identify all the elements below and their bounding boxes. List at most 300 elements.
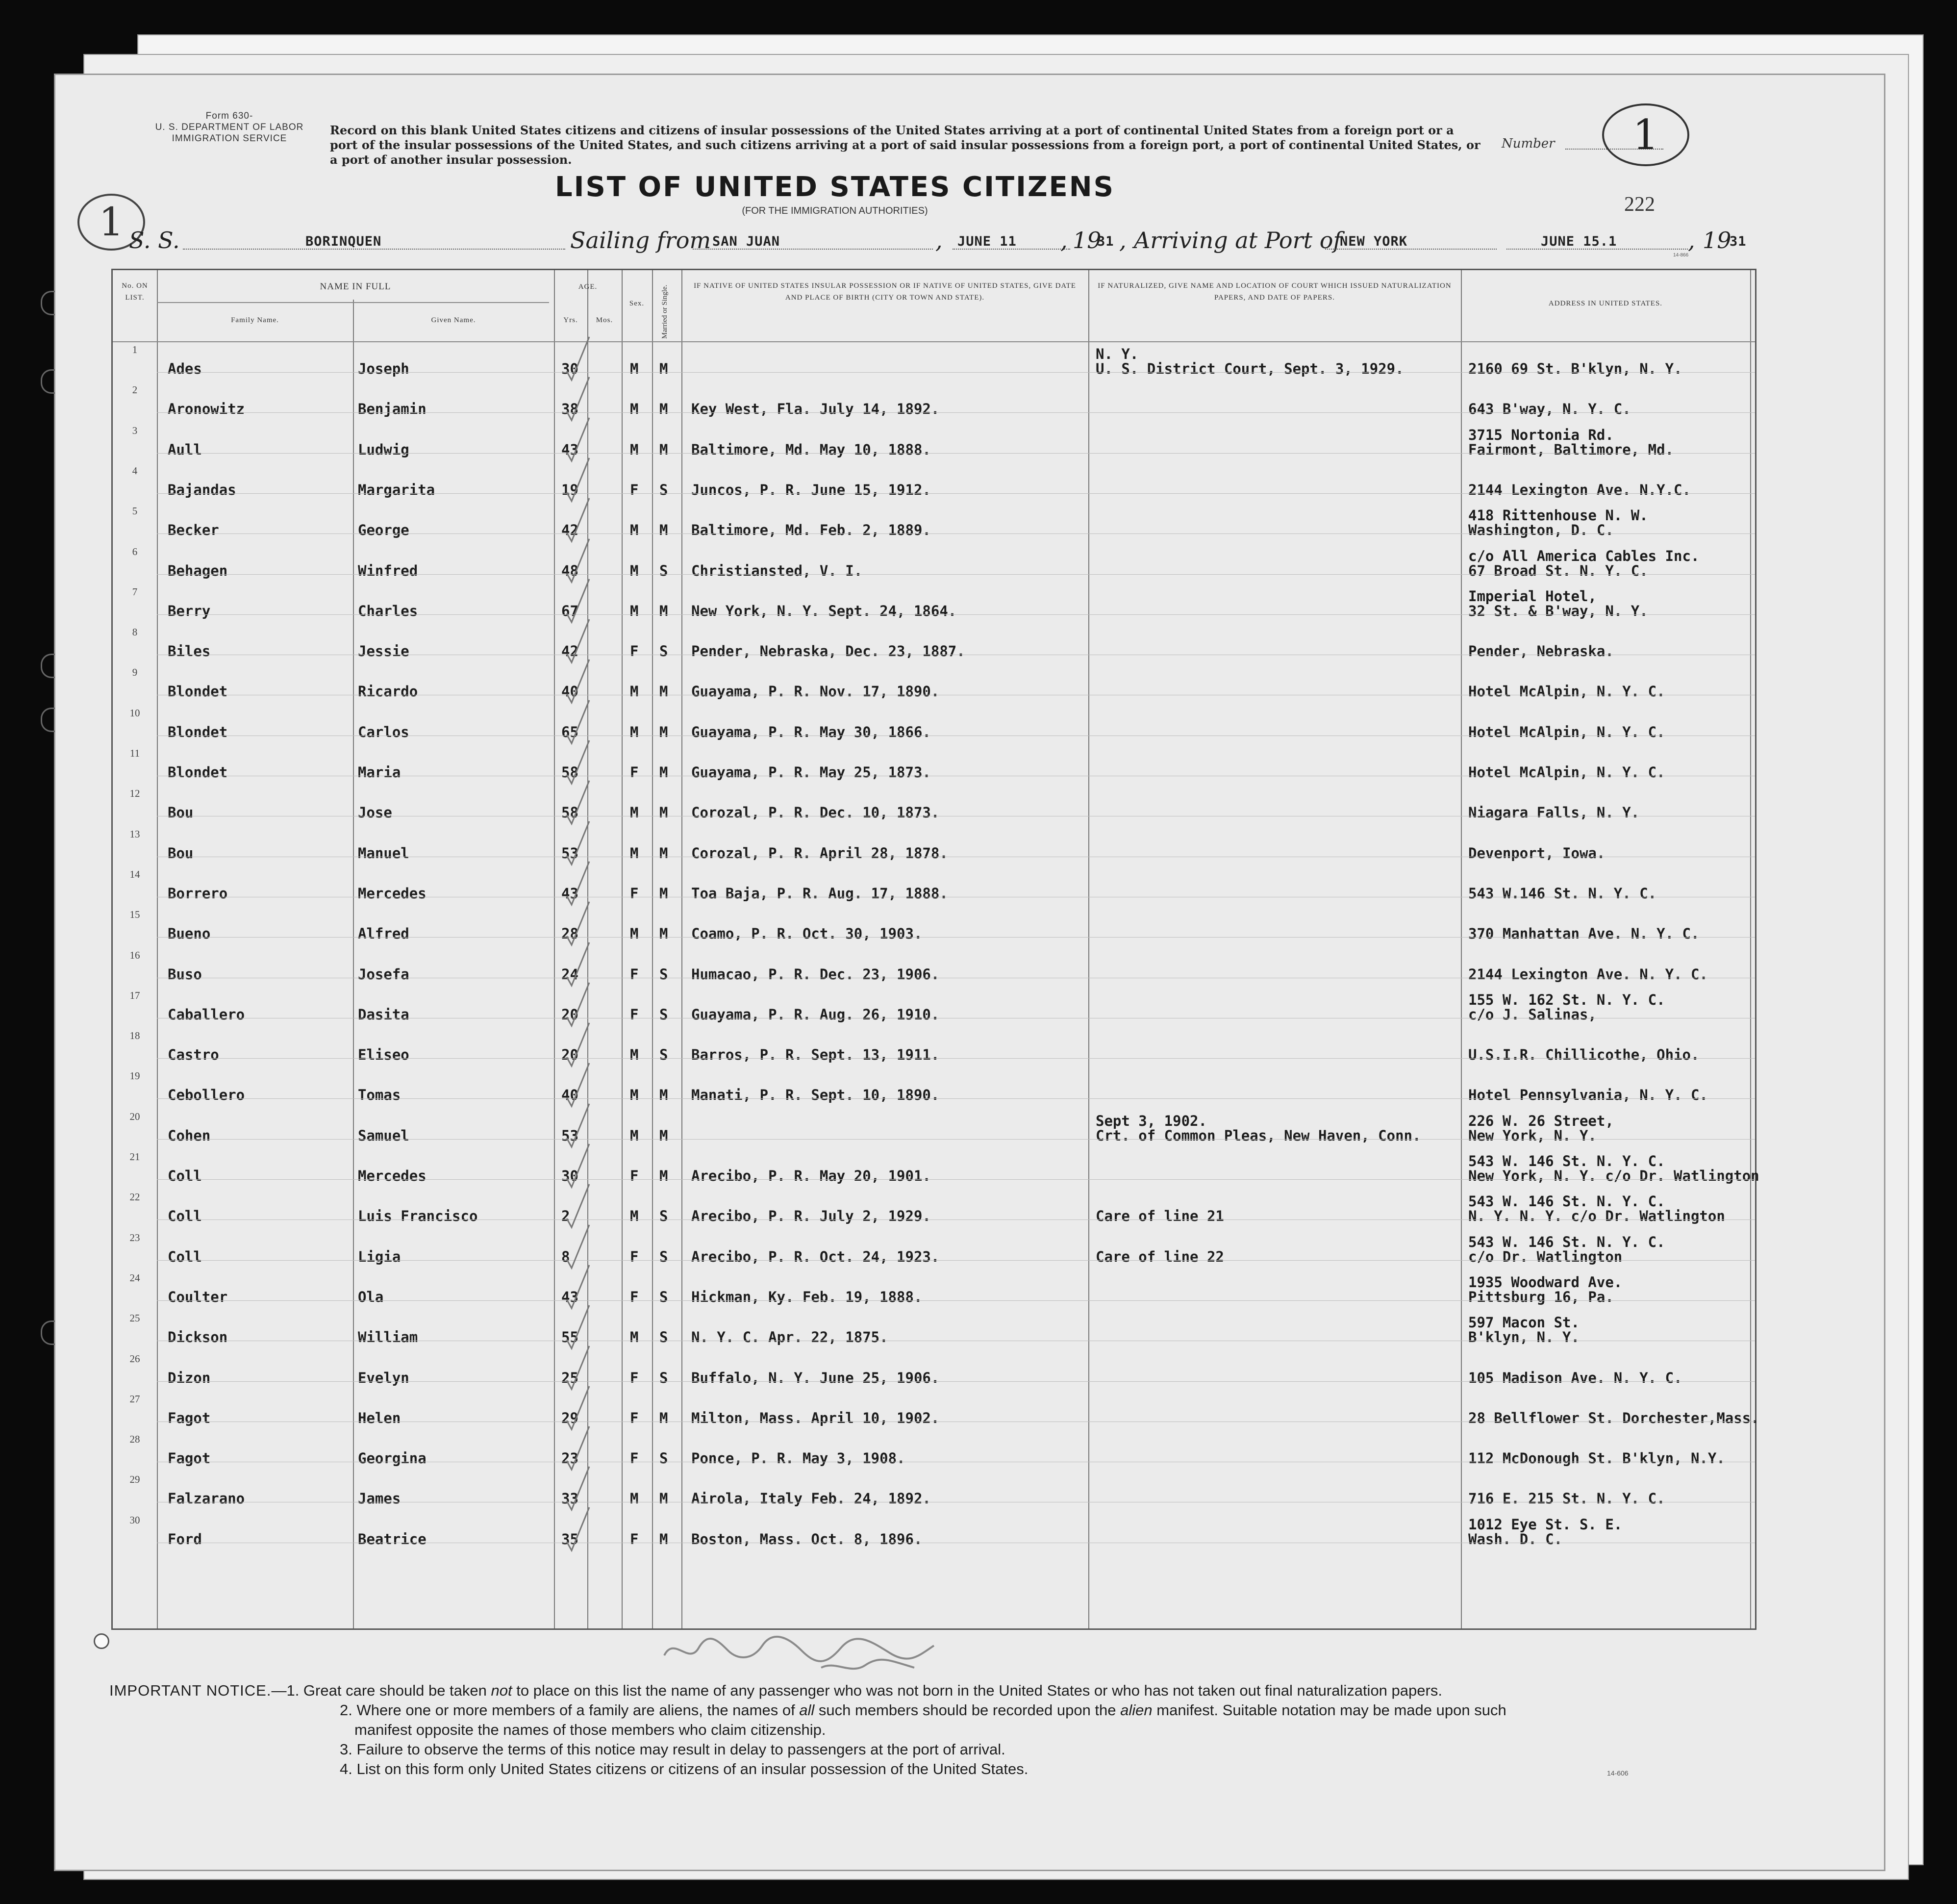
sex: M <box>630 723 639 740</box>
row-number: 10 <box>129 707 140 719</box>
age-years: 48 <box>561 562 578 579</box>
sailing-info: S. S. BORINQUEN Sailing from SAN JUAN , JUNE 11 , 19 31 , Arriving at Port of NEW YORK JUNE 15.1 , 19 31 14-866 <box>129 227 1747 258</box>
manifest-page <box>54 74 1885 1871</box>
age-years: 20 <box>561 1006 578 1023</box>
page-number: 222 <box>1624 193 1655 216</box>
marital-status: M <box>659 723 668 740</box>
form-number: Form 630- <box>205 111 253 121</box>
table-row <box>113 989 1755 1029</box>
address-line-2: New York, N. Y. c/o Dr. Watlington <box>1468 1168 1759 1184</box>
address-line-1: 418 Rittenhouse N. W. <box>1468 507 1648 524</box>
sex: M <box>630 1490 639 1507</box>
given-name: Ludwig <box>358 441 409 458</box>
address-line-2: 370 Manhattan Ave. N. Y. C. <box>1468 925 1700 942</box>
naturalization-line-1: Sept 3, 1902. <box>1096 1112 1207 1129</box>
age-years: 43 <box>561 885 578 902</box>
table-row <box>113 1432 1755 1472</box>
address-line-2: Hotel McAlpin, N. Y. C. <box>1468 764 1665 781</box>
given-name: Helen <box>358 1409 401 1426</box>
family-name: Caballero <box>168 1006 245 1023</box>
family-name: Blondet <box>168 723 228 740</box>
col-address: ADDRESS IN UNITED STATES. <box>1548 300 1663 307</box>
birth-place-date: Baltimore, Md. Feb. 2, 1889. <box>691 522 931 539</box>
family-name: Dickson <box>168 1329 228 1346</box>
sex: M <box>630 1329 639 1346</box>
sex: M <box>630 1046 639 1064</box>
naturalization-line-1: N. Y. <box>1096 346 1139 362</box>
family-name: Castro <box>168 1046 219 1064</box>
table-row <box>113 1311 1755 1351</box>
marital-status: S <box>659 1450 668 1467</box>
row-number: 5 <box>132 505 138 517</box>
sex: M <box>630 401 639 418</box>
marital-status: S <box>659 1288 668 1305</box>
marital-status: M <box>659 804 668 821</box>
age-years: 42 <box>561 522 578 539</box>
age-years: 53 <box>561 1127 578 1144</box>
row-number: 27 <box>129 1393 140 1405</box>
notice-2-em1: all <box>799 1701 815 1719</box>
address-line-2: Hotel McAlpin, N. Y. C. <box>1468 723 1665 740</box>
given-name: George <box>358 522 409 539</box>
naturalization-line-2: Care of line 21 <box>1096 1208 1224 1225</box>
address-line-2: 543 W.146 St. N. Y. C. <box>1468 885 1657 902</box>
page-title: LIST OF UNITED STATES CITIZENS <box>555 171 1115 203</box>
marital-status: M <box>659 1490 668 1507</box>
address-line-2: Washington, D. C. <box>1468 522 1614 539</box>
given-name: Alfred <box>358 925 409 942</box>
marital-status: M <box>659 1168 668 1184</box>
row-rule <box>157 372 1755 373</box>
birth-place-date: Airola, Italy Feb. 24, 1892. <box>691 1490 931 1507</box>
birth-place-date: N. Y. C. Apr. 22, 1875. <box>691 1329 888 1346</box>
address-line-2: 105 Madison Ave. N. Y. C. <box>1468 1369 1682 1386</box>
row-rule <box>157 1179 1755 1180</box>
address-line-2: 67 Broad St. N. Y. C. <box>1468 562 1648 579</box>
given-name: Dasita <box>358 1006 409 1023</box>
table-row <box>113 383 1755 423</box>
age-years: 2 <box>561 1208 570 1225</box>
table-row <box>113 424 1755 464</box>
age-years: 28 <box>561 925 578 942</box>
sex: F <box>630 1288 639 1305</box>
table-row <box>113 625 1755 665</box>
table-row <box>113 1190 1755 1230</box>
age-years: 55 <box>561 1329 578 1346</box>
row-rule <box>157 1139 1755 1140</box>
age-years: 33 <box>561 1490 578 1507</box>
given-name: Manuel <box>358 844 409 862</box>
sex: M <box>630 1127 639 1144</box>
given-name: Jose <box>358 804 392 821</box>
birth-place-date: Coamo, P. R. Oct. 30, 1903. <box>691 925 923 942</box>
notice-2-mid: such members should be recorded upon the <box>814 1701 1121 1719</box>
age-years: 35 <box>561 1530 578 1548</box>
naturalization-line-2: Care of line 22 <box>1096 1248 1224 1265</box>
marital-status: S <box>659 1208 668 1225</box>
row-number: 17 <box>129 989 140 1001</box>
age-years: 42 <box>561 643 578 660</box>
age-years: 19 <box>561 481 578 498</box>
address-line-2: Fairmont, Baltimore, Md. <box>1468 441 1674 458</box>
table-row <box>113 464 1755 504</box>
address-line-2: N. Y. N. Y. c/o Dr. Watlington <box>1468 1208 1725 1225</box>
col-age: AGE. <box>578 283 598 291</box>
sailing-from-label: Sailing from <box>570 227 711 254</box>
birth-place-date: Arecibo, P. R. May 20, 1901. <box>691 1168 931 1184</box>
family-name: Buso <box>168 965 202 983</box>
marital-status: M <box>659 1087 668 1104</box>
birth-place-date: Arecibo, P. R. Oct. 24, 1923. <box>691 1248 940 1265</box>
row-rule <box>157 574 1755 575</box>
table-row <box>113 706 1755 746</box>
row-number: 9 <box>132 666 138 679</box>
family-name: Behagen <box>168 562 228 579</box>
age-years: 23 <box>561 1450 578 1467</box>
notice-head: IMPORTANT NOTICE. <box>109 1682 272 1699</box>
birth-place-date: Hickman, Ky. Feb. 19, 1888. <box>691 1288 923 1305</box>
sex: F <box>630 764 639 781</box>
address-line-2: 2144 Lexington Ave. N.Y.C. <box>1468 481 1691 498</box>
birth-place-date: Toa Baja, P. R. Aug. 17, 1888. <box>691 885 948 902</box>
row-number: 21 <box>129 1151 140 1163</box>
row-number: 22 <box>129 1191 140 1203</box>
col-mos: Mos. <box>596 316 613 324</box>
notice-2-post: manifest. Suitable notation may be made upon such <box>1152 1701 1506 1719</box>
family-name: Fagot <box>168 1450 211 1467</box>
sex: F <box>630 481 639 498</box>
inspector-signature <box>659 1621 953 1680</box>
family-name: Bou <box>168 844 194 862</box>
sex: M <box>630 804 639 821</box>
address-line-1: 155 W. 162 St. N. Y. C. <box>1468 991 1665 1008</box>
row-rule <box>157 1300 1755 1301</box>
family-name: Bou <box>168 804 194 821</box>
given-name: Tomas <box>358 1087 401 1104</box>
marital-status: M <box>659 602 668 619</box>
address-line-2: Hotel Pennsylvania, N. Y. C. <box>1468 1087 1708 1104</box>
ship-name: BORINQUEN <box>305 234 382 249</box>
address-line-2: Pender, Nebraska. <box>1468 643 1614 660</box>
marital-status: M <box>659 1409 668 1426</box>
address-line-2: 2160 69 St. B'klyn, N. Y. <box>1468 360 1682 377</box>
given-name: Ricardo <box>358 683 418 700</box>
birth-place-date: New York, N. Y. Sept. 24, 1864. <box>691 602 957 619</box>
age-years: 38 <box>561 401 578 418</box>
birth-place-date: Corozal, P. R. April 28, 1878. <box>691 844 948 862</box>
sex: M <box>630 1087 639 1104</box>
given-name: Joseph <box>358 360 409 377</box>
family-name: Ades <box>168 360 202 377</box>
address-line-2: c/o J. Salinas, <box>1468 1006 1597 1023</box>
marital-status: S <box>659 643 668 660</box>
col-sex: Sex. <box>629 300 645 307</box>
row-number: 1 <box>132 344 138 355</box>
col-married-single: Married or Single. <box>661 284 669 339</box>
row-rule <box>157 1058 1755 1059</box>
sex: F <box>630 965 639 983</box>
address-line-2: 2144 Lexington Ave. N. Y. C. <box>1468 965 1708 983</box>
table-row <box>113 1392 1759 1432</box>
table-row <box>113 1231 1755 1271</box>
birth-place-date: Barros, P. R. Sept. 13, 1911. <box>691 1046 940 1064</box>
marital-status: M <box>659 885 668 902</box>
marital-status: M <box>659 844 668 862</box>
row-number: 8 <box>132 626 138 638</box>
important-notice <box>109 1681 1727 1779</box>
col-naturalized: IF NATURALIZED, GIVE NAME AND LOCATION OF COURT WHICH ISSUED NATURALIZATION PAPERS, AND DATE OF PAPERS. <box>1098 282 1452 302</box>
given-name: Beatrice <box>358 1530 427 1548</box>
notice-1-pre: —1. Great care should be taken <box>271 1682 491 1699</box>
sheet-number-stamp: 1 <box>77 194 145 251</box>
address-line-2: B'klyn, N. Y. <box>1468 1329 1580 1346</box>
address-line-1: 3715 Nortonia Rd. <box>1468 426 1614 443</box>
table-row <box>113 948 1755 989</box>
notice-2-cont: manifest opposite the names of those members who claim citizenship. <box>354 1721 826 1738</box>
age-years: 30 <box>561 1168 578 1184</box>
birth-place-date: Boston, Mass. Oct. 8, 1896. <box>691 1530 923 1548</box>
row-number: 18 <box>129 1030 140 1042</box>
marital-status: M <box>659 360 668 377</box>
sex: F <box>630 1530 639 1548</box>
row-rule <box>157 1219 1755 1220</box>
family-name: Biles <box>168 643 211 660</box>
birth-place-date: Milton, Mass. April 10, 1902. <box>691 1409 940 1426</box>
sex: F <box>630 1369 639 1386</box>
row-number: 13 <box>129 828 140 840</box>
notice-1-post: to place on this list the name of any passenger who was not born in the United States or who has not taken out final naturalization papers. <box>512 1682 1442 1699</box>
row-number: 20 <box>129 1110 140 1122</box>
table-row <box>113 1029 1755 1069</box>
table-row <box>113 665 1755 706</box>
sex: F <box>630 643 639 660</box>
row-rule <box>157 614 1755 615</box>
marital-status: S <box>659 1006 668 1023</box>
marital-status: M <box>659 401 668 418</box>
table-row <box>113 746 1755 787</box>
given-name: Ligia <box>358 1248 401 1265</box>
sex: F <box>630 885 639 902</box>
marital-status: S <box>659 481 668 498</box>
family-name: Blondet <box>168 764 228 781</box>
row-rule <box>157 1381 1755 1382</box>
year-prefix-from: 19 <box>1073 227 1102 254</box>
number-stamp: 1 <box>1602 103 1689 166</box>
address-line-2: Pittsburg 16, Pa. <box>1468 1288 1614 1305</box>
row-rule <box>157 937 1755 938</box>
table-row <box>113 1110 1755 1150</box>
row-rule <box>157 1260 1755 1261</box>
checkmark-icon <box>564 1503 592 1552</box>
given-name: Ola <box>358 1288 384 1305</box>
birth-place-date: Christiansted, V. I. <box>691 562 863 579</box>
col-family-name: Family Name. <box>231 316 279 324</box>
given-name: James <box>358 1490 401 1507</box>
table-row <box>113 585 1755 625</box>
family-name: Coulter <box>168 1288 228 1305</box>
punch-mark <box>41 1320 55 1345</box>
address-line-1: 543 W. 146 St. N. Y. C. <box>1468 1233 1665 1250</box>
family-name: Coll <box>168 1248 202 1265</box>
sex: M <box>630 360 639 377</box>
age-years: 67 <box>561 602 578 619</box>
address-line-1: 543 W. 146 St. N. Y. C. <box>1468 1193 1665 1210</box>
sex: F <box>630 1248 639 1265</box>
marital-status: S <box>659 562 668 579</box>
col-given-name: Given Name. <box>431 316 476 324</box>
department: U. S. DEPARTMENT OF LABOR <box>155 122 304 132</box>
row-number: 24 <box>129 1271 140 1284</box>
row-number: 6 <box>132 545 138 558</box>
port-to: NEW YORK <box>1340 234 1408 249</box>
punch-hole <box>94 1633 109 1649</box>
marital-status: S <box>659 1046 668 1064</box>
birth-place-date: Key West, Fla. July 14, 1892. <box>691 401 940 418</box>
address-line-2: 32 St. & B'way, N. Y. <box>1468 602 1648 619</box>
col-birth: IF NATIVE OF UNITED STATES INSULAR POSSESSION OR IF NATIVE OF UNITED STATES, GIVE DATE AND PLACE OF BIRTH (CITY OR TOWN AND STATE). <box>694 282 1076 302</box>
row-number: 25 <box>129 1312 140 1324</box>
notice-2-pre: 2. Where one or more members of a family are aliens, the names of <box>340 1701 800 1719</box>
marital-status: M <box>659 1127 668 1144</box>
table-row <box>113 787 1755 827</box>
notice-2-em2: alien <box>1120 1701 1153 1719</box>
marital-status: S <box>659 1329 668 1346</box>
given-name: Carlos <box>358 723 409 740</box>
sex: M <box>630 602 639 619</box>
passenger-table <box>111 269 1759 1630</box>
sex: M <box>630 925 639 942</box>
sex: M <box>630 441 639 458</box>
given-name: Jessie <box>358 643 409 660</box>
birth-place-date: Baltimore, Md. May 10, 1888. <box>691 441 931 458</box>
family-name: Aronowitz <box>168 401 245 418</box>
given-name: Benjamin <box>358 401 427 418</box>
row-number: 2 <box>132 384 138 396</box>
family-name: Ford <box>168 1530 202 1548</box>
birth-place-date: Guayama, P. R. May 25, 1873. <box>691 764 931 781</box>
address-line-2: c/o Dr. Watlington <box>1468 1248 1623 1265</box>
col-name-in-full: NAME IN FULL <box>320 281 391 292</box>
given-name: Mercedes <box>358 1168 427 1184</box>
table-row <box>113 1069 1755 1109</box>
table-row <box>113 545 1755 585</box>
age-years: 40 <box>561 683 578 700</box>
age-years: 20 <box>561 1046 578 1064</box>
punch-mark <box>41 708 55 732</box>
given-name: Maria <box>358 764 401 781</box>
row-number: 23 <box>129 1231 140 1244</box>
family-name: Coll <box>168 1208 202 1225</box>
family-name: Bajandas <box>168 481 236 498</box>
address-line-2: 643 B'way, N. Y. C. <box>1468 401 1631 418</box>
year-suffix-to: 31 <box>1730 234 1747 249</box>
age-years: 25 <box>561 1369 578 1386</box>
notice-1-em: not <box>491 1682 512 1699</box>
address-line-2: Niagara Falls, N. Y. <box>1468 804 1640 821</box>
table-row <box>113 1271 1755 1311</box>
address-line-2: U.S.I.R. Chillicothe, Ohio. <box>1468 1046 1700 1064</box>
table-row <box>113 504 1755 544</box>
form-header <box>124 110 335 144</box>
given-name: Eliseo <box>358 1046 409 1064</box>
address-line-2: Devenport, Iowa. <box>1468 844 1606 862</box>
row-number: 26 <box>129 1352 140 1365</box>
table-row <box>113 827 1755 867</box>
port-from: SAN JUAN <box>712 234 780 249</box>
date-from: JUNE 11 <box>957 234 1017 249</box>
given-name: Luis Francisco <box>358 1208 478 1225</box>
family-name: Borrero <box>168 885 228 902</box>
given-name: Mercedes <box>358 885 427 902</box>
address-line-1: Imperial Hotel, <box>1468 587 1597 605</box>
address-line-2: 112 McDonough St. B'klyn, N.Y. <box>1468 1450 1725 1467</box>
instructions: Record on this blank United States citizens and citizens of insular possessions of the United States arriving at a port of continental United States from a foreign port or a port of the insular possessions of the United States, and such citizens arriving at a port of said insular possessions from a foreign port, a port of continental United States, or a port of another insular possession. <box>330 123 1480 167</box>
birth-place-date: Buffalo, N. Y. June 25, 1906. <box>691 1369 940 1386</box>
sex: M <box>630 844 639 862</box>
address-line-1: c/o All America Cables Inc. <box>1468 547 1700 564</box>
form-code: 14-606 <box>1607 1769 1629 1777</box>
age-years: 43 <box>561 441 578 458</box>
table-row <box>113 1352 1755 1392</box>
family-name: Falzarano <box>168 1490 245 1507</box>
birth-place-date: Humacao, P. R. Dec. 23, 1906. <box>691 965 940 983</box>
row-number: 28 <box>129 1433 140 1446</box>
table-row <box>113 1150 1759 1190</box>
birth-place-date: Corozal, P. R. Dec. 10, 1873. <box>691 804 940 821</box>
age-years: 8 <box>561 1248 570 1265</box>
sex: M <box>630 562 639 579</box>
family-name: Bueno <box>168 925 211 942</box>
marital-status: M <box>659 1530 668 1548</box>
age-years: 24 <box>561 965 578 983</box>
notice-4: 4. List on this form only United States citizens or citizens of an insular possession of the United States. <box>340 1760 1029 1777</box>
service: IMMIGRATION SERVICE <box>172 133 287 144</box>
punch-mark <box>41 654 55 678</box>
row-rule <box>157 493 1755 494</box>
family-name: Cohen <box>168 1127 211 1144</box>
given-name: Samuel <box>358 1127 409 1144</box>
family-name: Aull <box>168 441 202 458</box>
marital-status: S <box>659 965 668 983</box>
table-row <box>113 867 1755 908</box>
marital-status: M <box>659 764 668 781</box>
notice-3: 3. Failure to observe the terms of this notice may result in delay to passengers at the port of arrival. <box>340 1741 1005 1758</box>
page-subtitle: (FOR THE IMMIGRATION AUTHORITIES) <box>742 205 928 216</box>
punch-mark <box>41 291 55 315</box>
address-line-2: 28 Bellflower St. Dorchester,Mass. <box>1468 1409 1759 1426</box>
tiny-print: 14-866 <box>1673 253 1689 258</box>
given-name: William <box>358 1329 418 1346</box>
age-years: 58 <box>561 804 578 821</box>
row-number: 11 <box>129 747 140 759</box>
birth-place-date: Ponce, P. R. May 3, 1908. <box>691 1450 905 1467</box>
sex: M <box>630 1208 639 1225</box>
address-line-2: Wash. D. C. <box>1468 1530 1563 1548</box>
address-line-2: 716 E. 215 St. N. Y. C. <box>1468 1490 1665 1507</box>
family-name: Dizon <box>168 1369 211 1386</box>
address-line-2: Hotel McAlpin, N. Y. C. <box>1468 683 1665 700</box>
marital-status: M <box>659 683 668 700</box>
age-years: 29 <box>561 1409 578 1426</box>
sex: F <box>630 1409 639 1426</box>
birth-place-date: Manati, P. R. Sept. 10, 1890. <box>691 1087 940 1104</box>
row-rule <box>157 1098 1755 1099</box>
row-number: 12 <box>129 787 140 800</box>
birth-place-date: Guayama, P. R. Aug. 26, 1910. <box>691 1006 940 1023</box>
row-number: 7 <box>132 585 138 598</box>
address-line-1: 543 W. 146 St. N. Y. C. <box>1468 1153 1665 1169</box>
sex: F <box>630 1450 639 1467</box>
